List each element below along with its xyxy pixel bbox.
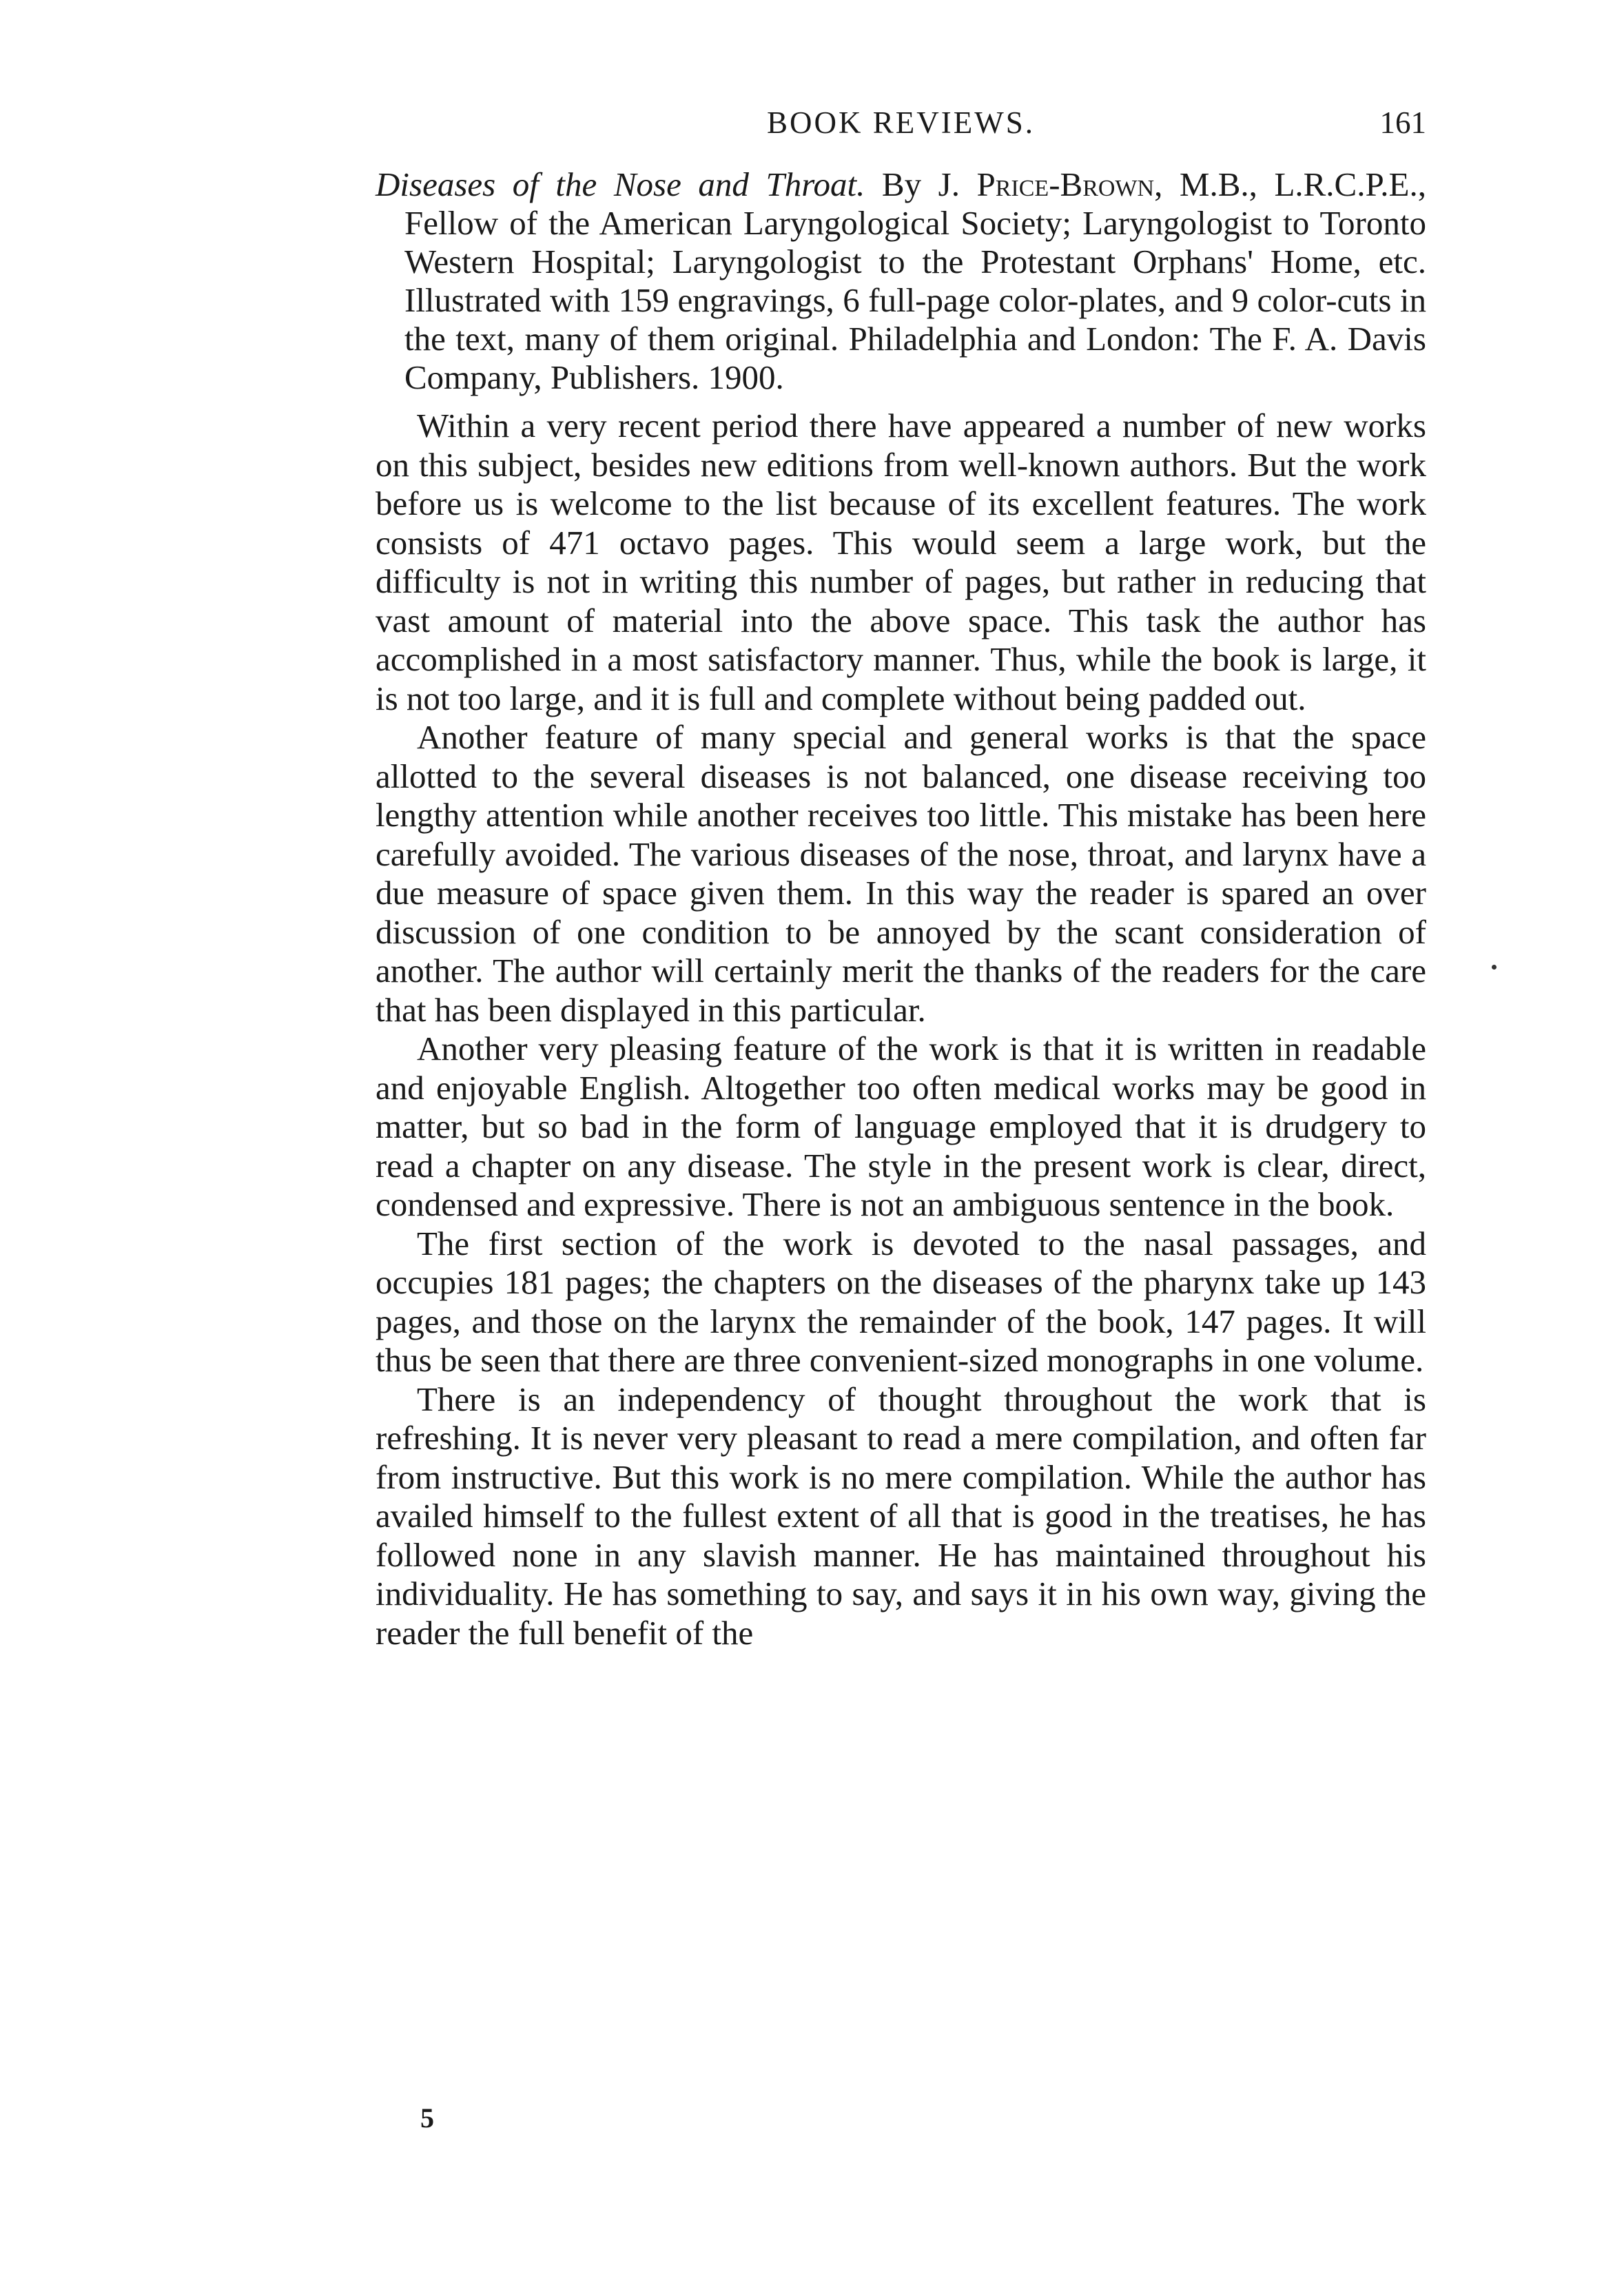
review-paragraph-4: The first section of the work is devoted to the nasal passages, and occupies 181 pages; the chapters on the diseases of the pharynx take up 143 pages, and those on the larynx the remainder of the book, 147 pages. It will thus be seen that there are three convenient-sized monographs in one volume. bbox=[376, 1224, 1426, 1379]
book-citation bbox=[376, 165, 1426, 397]
review-paragraph-2: Another feature of many special and general works is that the space allotted to the several diseases is not balanced, one disease receiving too lengthy attention while another receives too little. This mistake has been here carefully avoided. The various diseases of the nose, throat, and larynx have a due measure of space given them. In this way the reader is spared an over discussion of one condition to be annoyed by the scant consideration of another. The author will certainly merit the thanks of the readers for the care that has been displayed in this particular. bbox=[376, 718, 1426, 1029]
review-paragraph-3: Another very pleasing feature of the work is that it is written in readable and enjoyable English. Altogether too often medical works may be good in matter, but so bad in the form of language employed that it is drudgery to read a chapter on any disease. The style in the present work is clear, direct, condensed and expressive. There is not an ambiguous sentence in the book. bbox=[376, 1030, 1426, 1223]
review-paragraph-1: Within a very recent period there have appeared a number of new works on this subject, besides new editions from well-known authors. But the work before us is welcome to the list because of its excellent features. The work consists of 471 octavo pages. This would seem a large work, but the difficulty is not in writing this number of pages, but rather in reducing that vast amount of material into the above space. This task the author has accomplished in a most satisfactory manner. Thus, while the book is large, it is not too large, and it is full and complete without being padded out. bbox=[376, 407, 1426, 717]
citation-details: , M.B., L.R.C.P.E., Fellow of the American Laryngological Society; Laryngologist to Toronto Western Hospital; Laryngologist to the Protestant Orphans' Home, etc. Illustrated with 159 engravings, 6 full-page color-plates, and 9 color-cuts in the text, many of them original. Philadelphia and London: The F. A. Davis Company, Publishers. 1900. bbox=[404, 165, 1426, 396]
book-title: Diseases of the Nose and Throat. bbox=[376, 165, 865, 203]
citation-by: By J. bbox=[865, 165, 977, 203]
signature-mark: 5 bbox=[420, 2102, 434, 2133]
page-header bbox=[376, 102, 1426, 157]
page-number: 161 bbox=[1379, 105, 1426, 140]
running-head: BOOK REVIEWS. bbox=[767, 105, 1035, 140]
review-paragraph-5: There is an independency of thought throughout the work that is refreshing. It is never very pleasant to read a mere compilation, and often far from instructive. But this work is no mere compilation. While the author has availed himself to the fullest extent of all that is good in the treatises, he has followed none in any slavish manner. He has maintained throughout his individuality. He has something to say, and says it in his own way, giving the reader the full benefit of the bbox=[376, 1380, 1426, 1652]
ink-speck bbox=[1492, 965, 1497, 970]
book-author: Price-Brown bbox=[976, 165, 1155, 203]
review-body bbox=[376, 165, 1426, 1652]
